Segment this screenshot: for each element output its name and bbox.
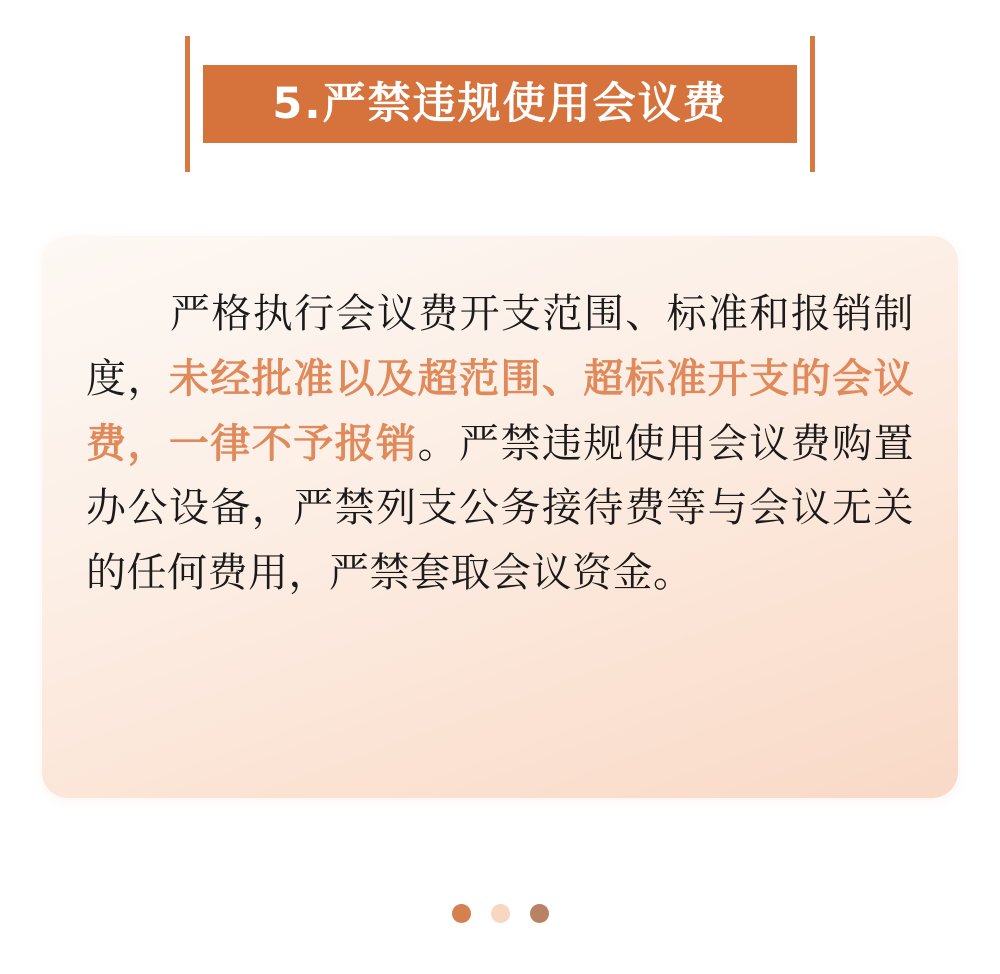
title-banner [185, 36, 815, 172]
paragraph-part-3: 。严禁违规使用会议费购置办公设备，严禁列支公务接待费等与会议无关的任何费用，严禁套取会议资金。 [86, 420, 915, 597]
title-rule-left [185, 36, 190, 172]
pagination-dot-active[interactable] [452, 904, 471, 923]
pagination-dot-3[interactable] [530, 904, 549, 923]
pagination-dot-2[interactable] [491, 904, 510, 923]
content-card [42, 236, 958, 798]
title-band [203, 65, 797, 143]
paragraph-part-1: 严格执行会议费开支范围、标准和报销制度， [86, 291, 914, 402]
pagination-dots [0, 904, 1000, 923]
title-rule-right [810, 36, 815, 172]
page-title: 5.严禁违规使用会议费 [272, 78, 728, 129]
body-paragraph [86, 282, 914, 606]
paragraph-part-2-highlighted: 未经批准以及超范围、超标准开支的会议费，一律不予报销 [86, 355, 915, 467]
